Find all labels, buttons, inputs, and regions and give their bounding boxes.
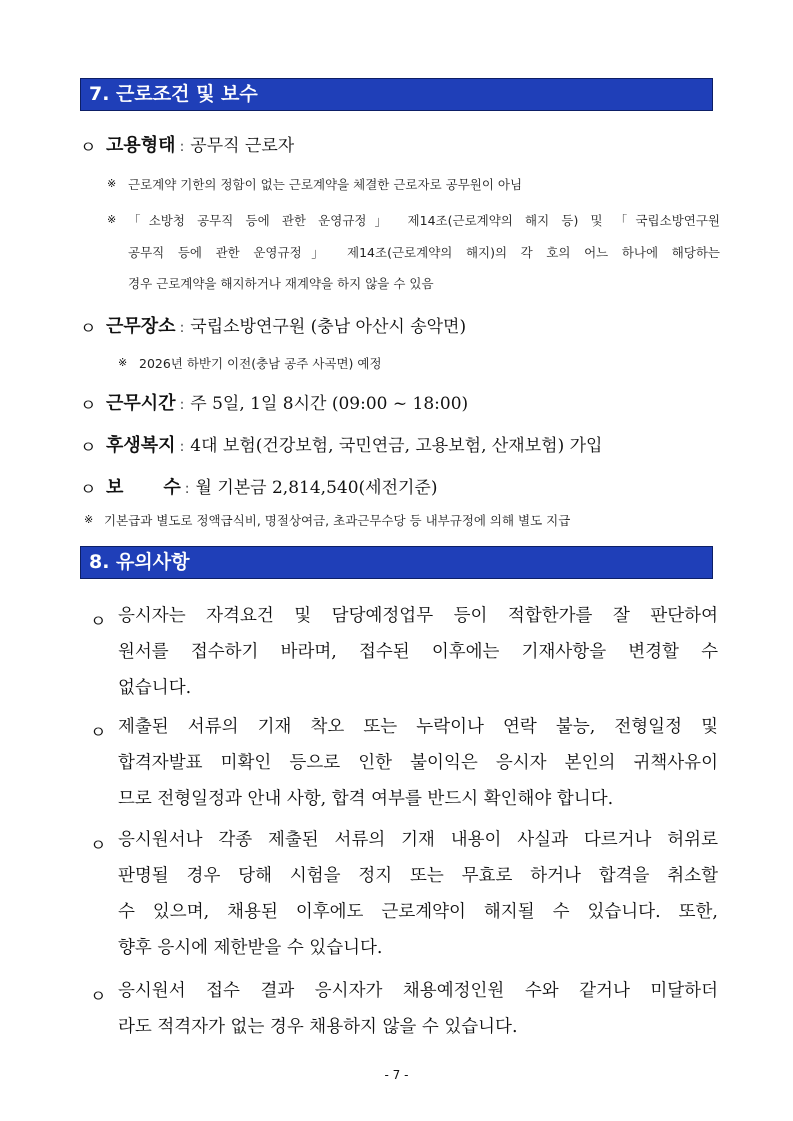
bullet-icon: ㅇ xyxy=(90,723,107,743)
contract-note-line-3: 경우 근로계약을 해지하거나 재계약을 하지 않을 수 있음 xyxy=(128,276,434,291)
bullet-icon: ㅇ xyxy=(90,612,107,632)
pay-note: 기본급과 별도로 정액급식비, 명절상여금, 초과근무수당 등 내부규정에 의해 별도 지급 xyxy=(104,513,571,528)
employment-note: 근로계약 기한의 정함이 없는 근로계약을 체결한 근로자로 공무원이 아님 xyxy=(128,177,523,192)
notice-item-2: 제출된 서류의 기재 착오 또는 누락이나 연락 불능, 전형일정 및 합격자발표 미확인 등으로 인한 불이익은 응시자 본인의 귀책사유이 므로 전형일정과 안내 사항, 합격 여부를 반드시 확인해야 합니다. xyxy=(118,717,718,809)
notice-item-1: 응시자는 자격요건 및 담당예정업무 등이 적합한가를 잘 판단하여 원서를 접수하기 바라며, 접수된 이후에는 기재사항을 변경할 수 없습니다. xyxy=(118,606,718,698)
pay-value: 월 기본금 2,814,540(세전기준) xyxy=(195,478,438,498)
note-mark-icon: ※ xyxy=(107,213,117,226)
employment-key: 고용형태 xyxy=(106,135,176,156)
notice-item-3: 응시원서나 각종 제출된 서류의 기재 내용이 사실과 다르거나 허위로 판명될 경우 당해 시험을 정지 또는 무효로 하거나 합격을 취소할 수 있으며, 채용된 이후에도 근로계약이 해지될 수 있습니다. 또한, 향후 응시에 제한받을 수 있습니다. xyxy=(118,830,718,958)
bullet-icon: ㅇ xyxy=(80,138,97,158)
welfare-key: 후생복지 xyxy=(106,435,176,456)
bullet-icon: ㅇ xyxy=(90,987,107,1007)
bullet-icon: ㅇ xyxy=(90,836,107,856)
hours-key: 근무시간 xyxy=(106,393,176,414)
notice-item-4: 응시원서 접수 결과 응시자가 채용예정인원 수와 같거나 미달하더 라도 적격자가 없는 경우 채용하지 않을 수 있습니다. xyxy=(118,981,718,1037)
bullet-icon: ㅇ xyxy=(80,438,97,458)
contract-note-line-1: 「소방청 공무직 등에 관한 운영규정」 제14조(근로계약의 해지 등) 및 「국립소방연구원 xyxy=(128,213,720,228)
employment-value: 공무직 근로자 xyxy=(190,136,295,156)
welfare-value: 4대 보험(건강보험, 국민연금, 고용보험, 산재보험) 가입 xyxy=(190,436,603,456)
note-mark-icon: ※ xyxy=(118,356,128,369)
bullet-icon: ㅇ xyxy=(80,396,97,416)
note-mark-icon: ※ xyxy=(84,513,94,526)
relocation-note: 2026년 하반기 이전(충남 공주 사곡면) 예정 xyxy=(139,356,382,371)
workplace-key: 근무장소 xyxy=(106,316,176,337)
contract-note-line-2: 공무직 등에 관한 운영규정」 제14조(근로계약의 해지)의 각 호의 어느 하나에 해당하는 xyxy=(128,245,720,260)
page-number: - 7 - xyxy=(384,1068,409,1082)
section-7-header: 7. 근로조건 및 보수 xyxy=(80,78,713,111)
bullet-icon: ㅇ xyxy=(80,319,97,339)
hours-value: 주 5일, 1일 8시간 (09:00 ~ 18:00) xyxy=(190,394,469,414)
pay-key: 보 수 xyxy=(106,477,181,498)
section-8-header: 8. 유의사항 xyxy=(80,546,713,579)
bullet-icon: ㅇ xyxy=(80,480,97,500)
workplace-value: 국립소방연구원 (충남 아산시 송악면) xyxy=(190,317,467,337)
note-mark-icon: ※ xyxy=(107,177,117,190)
